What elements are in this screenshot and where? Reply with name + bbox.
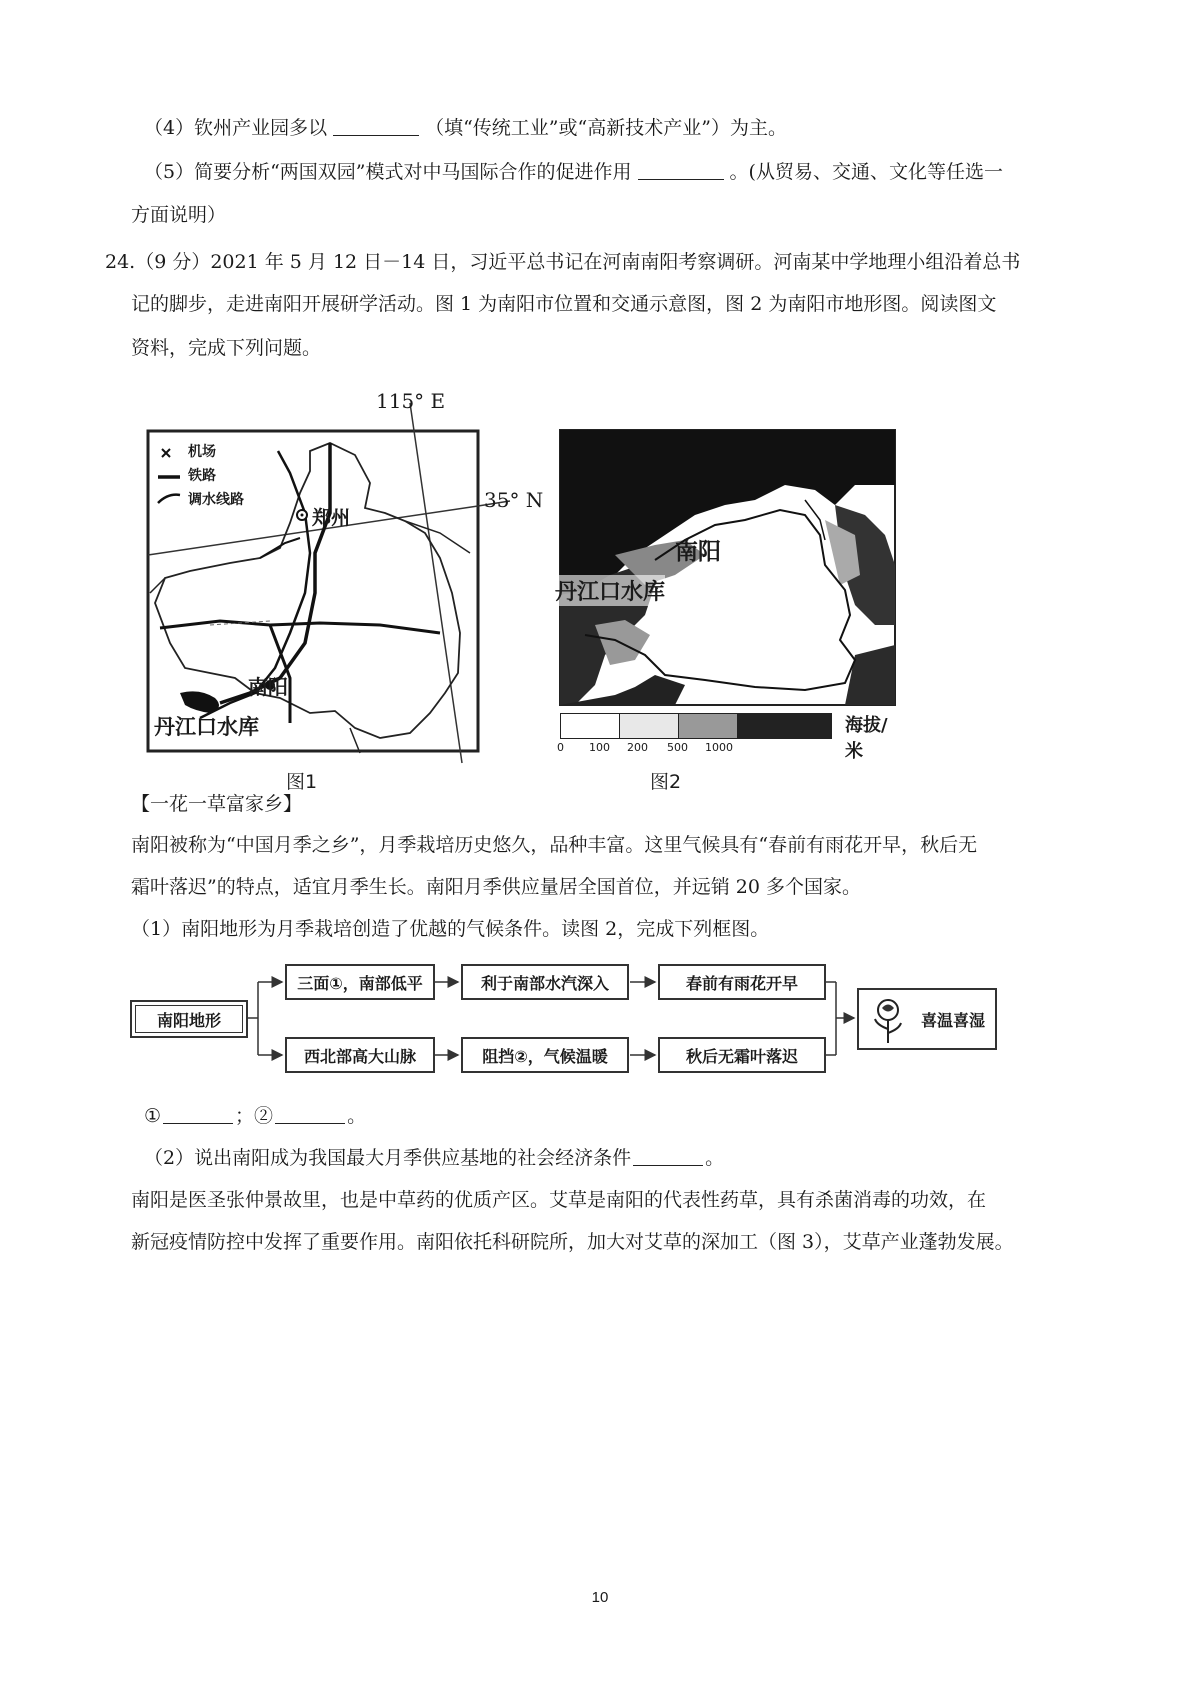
para1-line1: 南阳被称为“中国月季之乡”，月季栽培历史悠久，品种丰富。这里气候具有“春前有雨花开早，秋后无 [131, 834, 978, 856]
q24-intro-line3: 资料，完成下列问题。 [131, 337, 322, 359]
blank-2-marker: ；② [235, 1105, 274, 1127]
scale-band-1 [620, 714, 679, 738]
q23-part4-text-b: （填“传统工业”或“高新技术产业”）为主。 [425, 117, 787, 139]
scale-tick-100: 100 [589, 741, 610, 754]
flow-bottom-box-3: 秋后无霜叶落迟 [658, 1037, 826, 1073]
para1-line2: 霜叶落迟”的特点，适宜月季生长。南阳月季供应量居全国首位，并远销 20 多个国家。 [131, 876, 861, 898]
q24-part1: （1）南阳地形为月季栽培创造了优越的气候条件。读图 2，完成下列框图。 [131, 918, 770, 940]
scale-unit-label: 海拔/米 [845, 715, 888, 762]
q23-part5-text-a: （5）简要分析“两国双园”模式对中马国际合作的促进作用 [144, 161, 632, 183]
page-number: 10 [591, 1589, 609, 1606]
figure-2-map [555, 425, 905, 793]
para2-line2: 新冠疫情防控中发挥了重要作用。南阳依托科研院所，加大对艾草的深加工（图 3），艾草产业蓬勃发展。 [131, 1231, 1014, 1253]
q24-part2-end: 。 [705, 1147, 725, 1169]
section-title: 【一花一草富家乡】 [131, 793, 303, 815]
figure-1-caption: 图1 [286, 771, 318, 793]
longitude-label: 115° E [376, 389, 446, 413]
flow-start-box: 南阳地形 [130, 1000, 248, 1038]
flow-end-label: 喜温喜湿 [920, 1010, 985, 1030]
reservoir-label: 丹江口水库 [154, 715, 259, 739]
flow-bottom-box-1: 西北部高大山脉 [285, 1037, 435, 1073]
elevation-scale [560, 713, 832, 739]
answer-blank-3[interactable] [633, 1145, 703, 1166]
flow-top-box-1: 三面①，南部低平 [285, 964, 435, 1000]
blanks-line [144, 1101, 1064, 1131]
para2-line1: 南阳是医圣张仲景故里，也是中草药的优质产区。艾草是南阳的代表性药草，具有杀菌消毒的功效，在 [131, 1189, 987, 1211]
answer-blank[interactable] [333, 115, 419, 136]
q24-part2-text: （2）说出南阳成为我国最大月季供应基地的社会经济条件 [144, 1147, 632, 1169]
flowchart [130, 960, 1070, 1075]
flow-bottom-box-2: 阻挡②，气候温暖 [461, 1037, 629, 1073]
latitude-label: 35° N [484, 488, 544, 512]
scale-band-0 [561, 714, 620, 738]
q24-intro-line2: 记的脚步，走进南阳开展研学活动。图 1 为南阳市位置和交通示意图，图 2 为南阳市地形图。阅读图文 [131, 293, 997, 315]
q23-part4-text-a: （4）钦州产业园多以 [144, 117, 328, 139]
q23-part5 [144, 157, 1064, 187]
q23-part5-text-b: 。(从贸易、交通、文化等任选一 [729, 161, 1003, 183]
legend-railway: 铁路 [188, 468, 216, 484]
figure-1-map [140, 389, 560, 793]
nanyang-terrain-label: 南阳 [675, 539, 721, 565]
answer-blank-1[interactable] [163, 1103, 233, 1124]
figure-2-caption: 图2 [650, 771, 682, 793]
flow-top-box-3: 春前有雨花开早 [658, 964, 826, 1000]
answer-blank-2[interactable] [275, 1103, 345, 1124]
zhengzhou-label: 郑州 [312, 507, 351, 529]
q24-part2 [144, 1143, 1064, 1173]
flow-end-box [857, 988, 997, 1050]
reservoir-terrain-label: 丹江口水库 [555, 575, 665, 606]
legend-water-route: 调水线路 [188, 492, 244, 508]
rose-icon [869, 995, 907, 1045]
blanks-end: 。 [347, 1105, 367, 1127]
scale-band-2 [679, 714, 738, 738]
legend-airport: 机场 [188, 444, 216, 460]
scale-tick-200: 200 [627, 741, 648, 754]
q24-intro-line1: 24.（9 分）2021 年 5 月 12 日－14 日，习近平总书记在河南南阳考察调研。河南某中学地理小组沿着总书 [105, 251, 1021, 273]
q23-part5-cont: 方面说明） [131, 204, 227, 226]
flow-top-box-2: 利于南部水汽深入 [461, 964, 629, 1000]
scale-tick-500: 500 [667, 741, 688, 754]
scale-tick-1000: 1000 [705, 741, 733, 754]
blank-1-marker: ① [144, 1105, 162, 1127]
q23-part4 [144, 113, 1064, 143]
scale-band-3 [738, 714, 831, 738]
answer-blank[interactable] [638, 159, 724, 180]
nanyang-label: 南阳 [248, 675, 288, 699]
scale-tick-0: 0 [557, 741, 564, 754]
